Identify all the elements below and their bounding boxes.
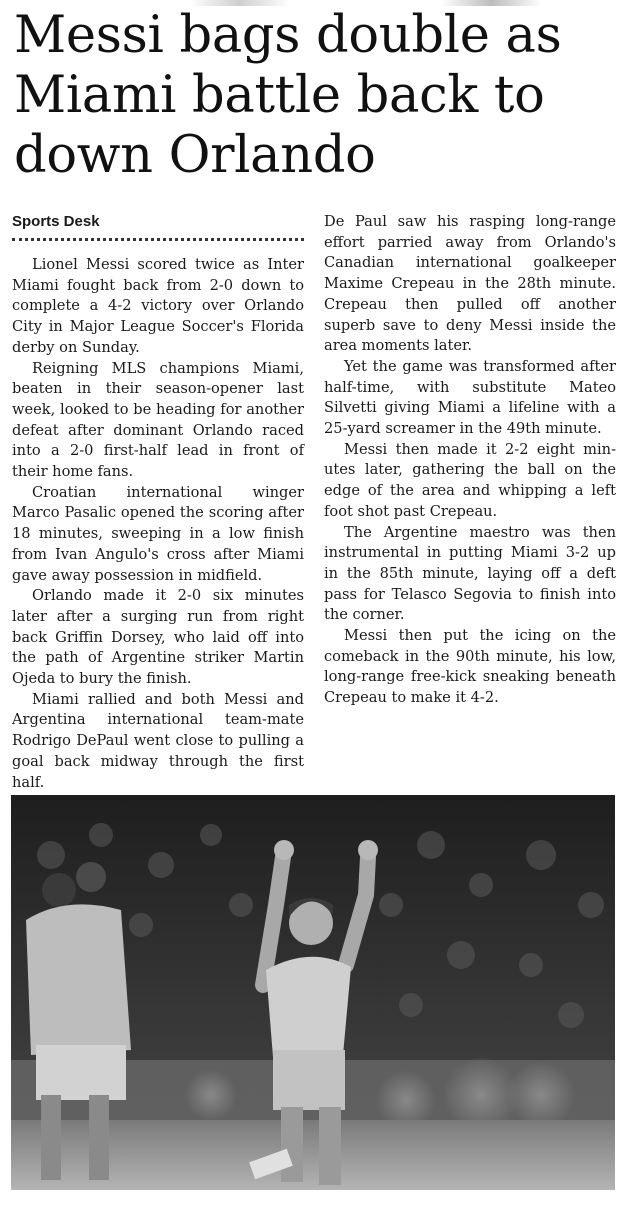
article-paragraph: Messi then made it 2-2 eight minutes later, gathering the ball on the edge of the area and whipping a left foot shot past Crepeau.: [324, 440, 616, 520]
article-paragraph: Croatian international winger Marco Pasalic opened the scoring after 18 minutes, sweeping in a low finish from Ivan Angulo's cross after Miami gave away possession in midfield.: [12, 483, 304, 584]
article-paragraph: Yet the game was transformed after half-time, with substitute Mateo Silvetti giving Miami a lifeline with a 25-yard screamer in the 49th minute.: [324, 357, 616, 438]
article-paragraph: De Paul saw his rasping long-range effort parried away from Orlando's Canadian international goalkeeper Maxime Crepeau in the 28th minute. Crepeau then pulled off another superb save to deny Messi inside the area moments later.: [324, 213, 616, 355]
column-right: [324, 212, 616, 782]
article-paragraph: Messi then put the icing on the comeback in the 90th minute, his low, long-range free-kick sneaking beneath Crepeau to make it 4-2.: [324, 627, 616, 707]
article-paragraph: Miami rallied and both Messi and Argentina international team-mate Rodrigo DePaul went close to pulling a goal back midway through the first half.: [12, 690, 304, 791]
celebration-photo-icon: [11, 795, 615, 1190]
article-photo: [11, 795, 615, 1190]
article-paragraph: The Argentine maestro was then instrumental in putting Miami 3-2 up in the 85th minute, laying off a deft pass for Telasco Segovia to finish into the corner.: [324, 523, 616, 624]
byline: Sports Desk: [12, 212, 304, 241]
article-paragraph: Reigning MLS champions Miami, beaten in their season-opener last week, looked to be heading for another defeat after dominant Orlando raced into a 2-0 first-half lead in front of their home fans.: [12, 359, 304, 481]
column-left: [12, 212, 304, 791]
article-body: [12, 212, 616, 791]
headline: Messi bags double as Miami battle back to down Orlando: [14, 6, 562, 185]
article-paragraph: Lionel Messi scored twice as Inter Miami fought back from 2-0 down to complete a 4-2 victory over Orlando City in Major League Soccer's Florida derby on Sunday.: [12, 256, 304, 356]
article-paragraph: Orlando made it 2-0 six minutes later after a surging run from right back Griffin Dorsey, who laid off into the path of Argentine striker Martin Ojeda to bury the finish.: [12, 587, 304, 688]
